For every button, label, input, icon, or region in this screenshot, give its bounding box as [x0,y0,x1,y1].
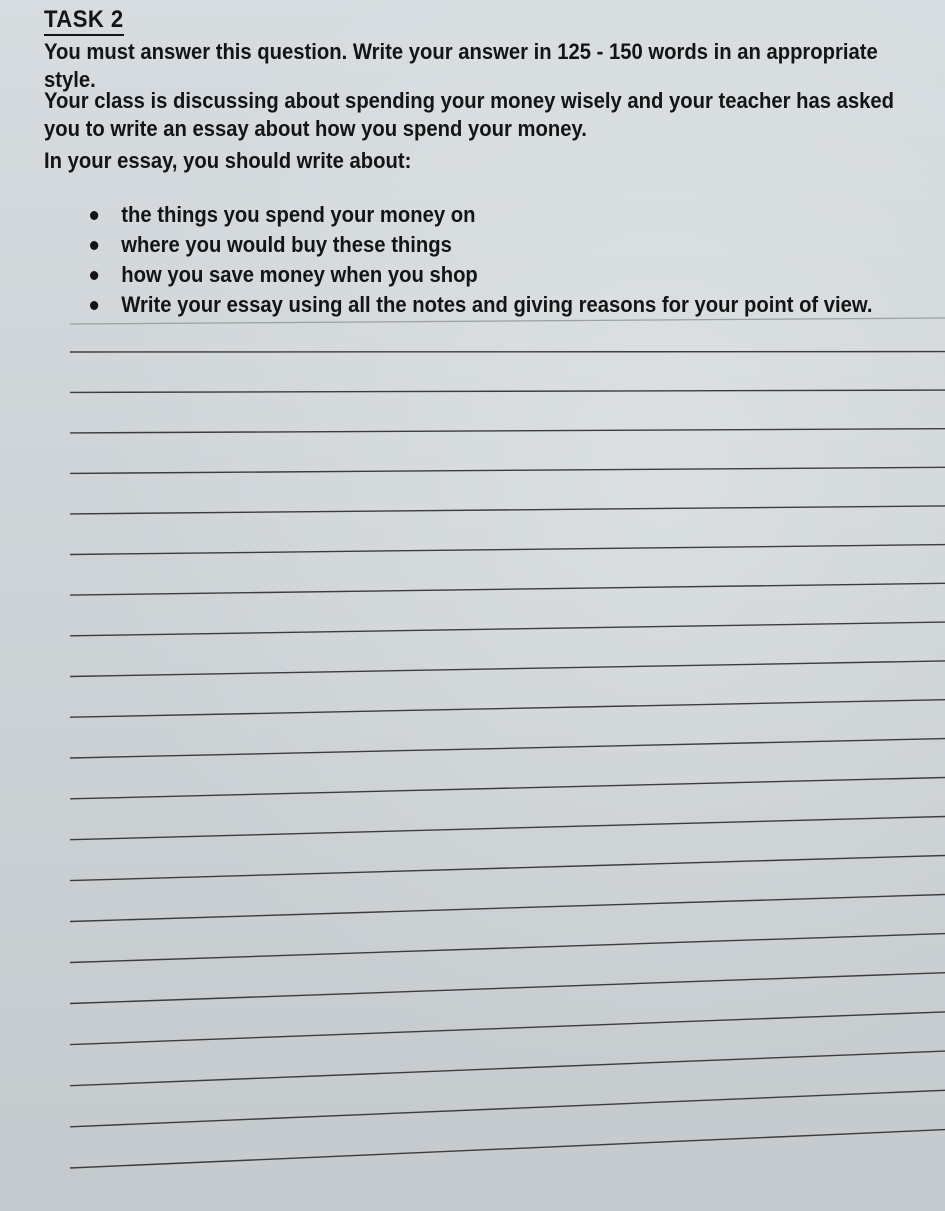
answer-line [70,856,945,881]
instruction-line-1: You must answer this question. Write your answer in 125 - 150 words in an appropriate [44,39,878,64]
answer-line [70,429,945,433]
answer-line [70,973,945,1004]
answer-line [70,895,945,922]
note-text: where you would buy these things [121,232,452,257]
answer-line [70,506,945,514]
note-text: how you save money when you shop [121,262,478,287]
answer-line [70,778,945,799]
context-line-2: you to write an essay about how you spend your money. [44,116,587,141]
answer-line [70,1130,945,1168]
note-text: the things you spend your money on [121,202,476,227]
answer-line [70,661,945,677]
task-title: TASK 2 [44,6,124,36]
answer-line [70,817,945,840]
prompt-text: In your essay, you should write about: [44,148,412,173]
answer-line [70,1051,945,1086]
context-line-1: Your class is discussing about spending your money wisely and your teacher has asked [44,88,894,113]
answer-line [70,934,945,963]
answer-line [70,1090,945,1127]
answer-line [70,545,945,555]
answer-line [70,390,945,392]
answer-line [70,622,945,636]
answer-line [70,739,945,758]
answer-line [70,1012,945,1045]
answer-line [70,700,945,718]
answer-line [70,467,945,473]
note-text: Write your essay using all the notes and giving reasons for your point of view. [121,292,873,317]
answer-line [70,583,945,595]
separator-line [70,318,945,324]
instruction-line-2: style. [44,67,96,92]
